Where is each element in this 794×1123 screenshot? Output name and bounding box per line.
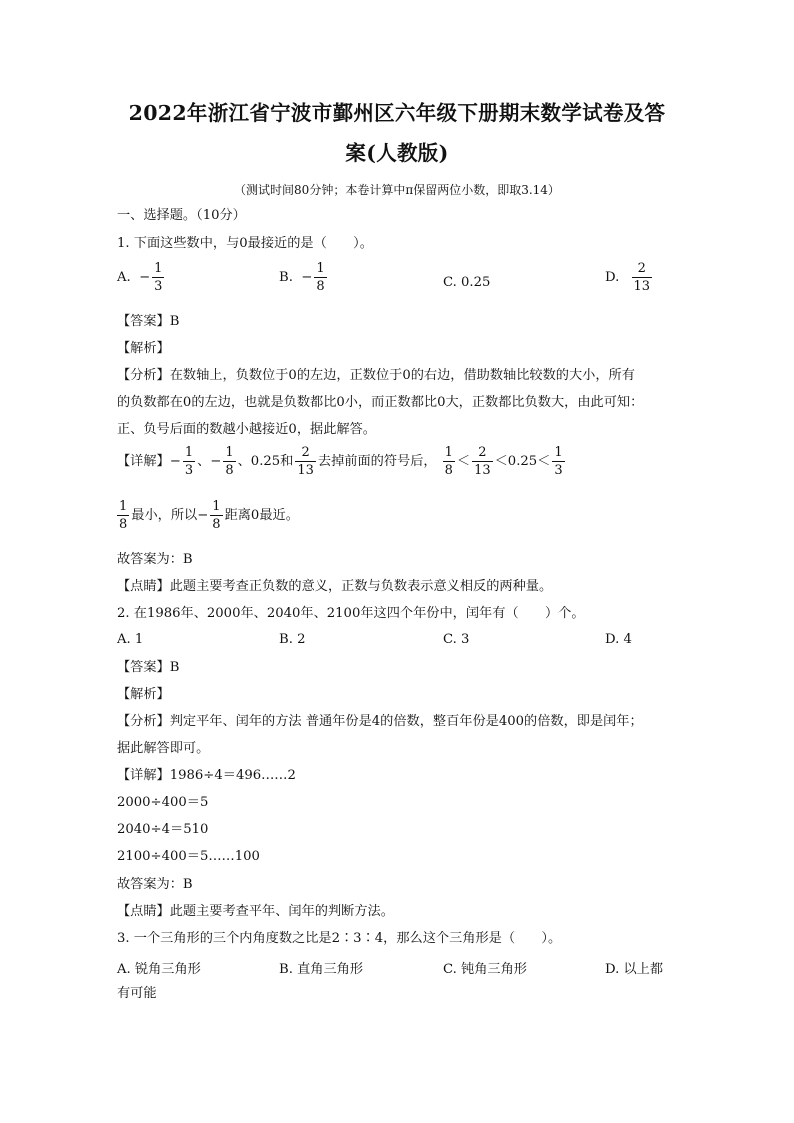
fraction: $\frac{1}{3}$ [154, 261, 163, 294]
q2-detail-1: 【详解】1986÷4＝496……2 [117, 768, 296, 783]
q2-detail-2: 2000÷400＝5 [117, 795, 209, 810]
q2-option-a: A. 1 [117, 632, 144, 647]
page-title: 2022年浙江省宁波市鄞州区六年级下册期末数学试卷及答 [128, 101, 666, 125]
q1-option-c: C. 0.25 [443, 275, 491, 290]
q1-answer: 【答案】B [117, 314, 180, 329]
q2-stem: 2. 在1986年、2000年、2040年、2100年这四个年份中，闰年有（ ）个。 [117, 606, 585, 621]
q2-comment: 【点睛】此题主要考查平年、闰年的判断方法。 [117, 904, 394, 919]
test-note: （测试时间80分钟；本卷计算中π保留两位小数，即取3.14） [234, 183, 560, 197]
q1-option-a-label: A. [117, 270, 131, 285]
q2-analysis-2: 据此解答即可。 [117, 741, 210, 756]
q3-option-c: C. 钝角三角形 [443, 962, 527, 977]
fraction: $\frac{1}{8}$ [316, 261, 325, 294]
q1-option-d [605, 262, 654, 293]
q3-option-d-cont: 有可能 [117, 986, 157, 1001]
q2-answer: 【答案】B [117, 660, 180, 675]
q2-option-d: D. 4 [605, 632, 632, 647]
section-heading: 一、选择题。（10分） [117, 208, 246, 223]
q1-option-d-label: D. [605, 270, 620, 285]
q3-option-d: D. 以上都 [605, 962, 664, 977]
q1-comment: 【点睛】此题主要考查正负数的意义，正数与负数表示意义相反的两种量。 [117, 579, 553, 594]
q2-analysis-1: 【分析】判定平年、闰年的方法 普通年份是4的倍数，整百年份是400的倍数，即是闰年； [117, 714, 643, 729]
q3-stem: 3. 一个三角形的三个内角度数之比是2∶3∶4，那么这个三角形是（ ）。 [117, 931, 562, 946]
fraction: $\frac{2}{13}$ [633, 261, 651, 294]
page-title-cont: 案(人教版) [345, 141, 449, 165]
q2-detail-4: 2100÷400＝5……100 [117, 849, 260, 864]
q1-analysis-1: 【分析】在数轴上，负数位于0的左边，正数位于0的右边，借助数轴比较数的大小，所有 [117, 368, 635, 383]
q3-option-b: B. 直角三角形 [279, 962, 364, 977]
q2-detail-3: 2040÷4＝510 [117, 822, 209, 837]
q2-option-b: B. 2 [279, 632, 306, 647]
q1-jiexi: 【解析】 [117, 341, 170, 356]
q2-jiexi: 【解析】 [117, 687, 170, 702]
q1-analysis-2: 的负数都在0的左边，也就是负数都比0小，而正数都比0大，正数都比负数大，由此可知： [117, 395, 644, 410]
q1-final: 故答案为：B [117, 552, 193, 567]
minus-sign: − [134, 270, 151, 285]
minus-sign: − [297, 270, 313, 285]
q1-detail-2: $\frac{1}{8}$ 最小，所以 − $\frac{1}{8}$ 距离0最近。 [119, 499, 299, 532]
q1-option-b [279, 262, 329, 293]
q1-option-a [117, 262, 166, 293]
q2-final: 故答案为：B [117, 877, 193, 892]
q1-option-b-label: B. [279, 270, 293, 285]
q3-option-a: A. 锐角三角形 [117, 962, 201, 977]
q2-option-c: C. 3 [443, 632, 470, 647]
q1-stem: 1. 下面这些数中，与0最接近的是（ ）。 [117, 236, 373, 251]
q1-detail-1: 【详解】 − $\frac{1}{3}$ 、 − $\frac{1}{8}$ 、0.25和 $\frac{2}{13}$ 去掉前面的符号后， $\frac{1}{8}$ ＜ $\frac{2}{13}$ ＜0.25＜ $\frac{1}{3}$ [117, 445, 563, 478]
q1-analysis-3: 正、负号后面的数越小越接近0，据此解答。 [117, 422, 376, 437]
